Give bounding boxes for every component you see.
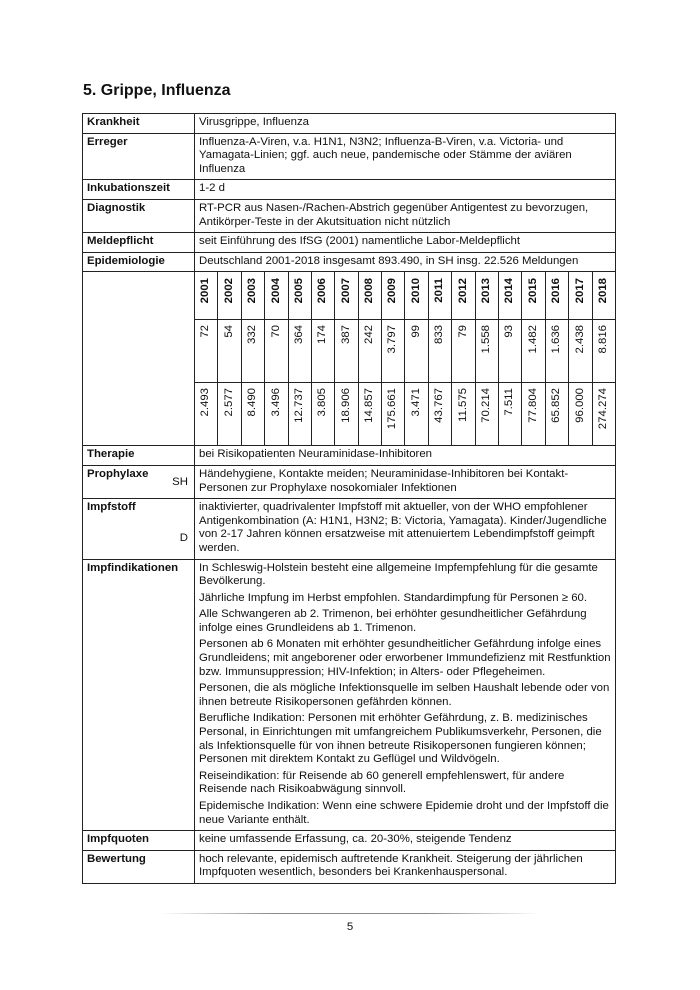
disease-profile-table (82, 113, 616, 884)
value-inkubationszeit: 1-2 d (195, 180, 616, 200)
indication-paragraph: Reiseindikation: für Reisende ab 60 generell empfehlenswert, für andere Reisende nach Risikoabwägung sinnvoll. (199, 769, 565, 796)
d-cell (569, 383, 592, 446)
sh-cell (592, 320, 615, 383)
value-krankheit: Virusgrippe, Influenza (195, 114, 616, 134)
row-impfquoten (83, 831, 616, 851)
d-cell (195, 383, 218, 446)
label-prophylaxe: Prophylaxe (83, 465, 195, 498)
sh-value: 242 (363, 325, 376, 345)
label-epidemiologie: Epidemiologie (83, 252, 195, 272)
footer-divider (160, 913, 540, 914)
year-cell (522, 272, 545, 320)
row-epidemiologie (83, 252, 616, 272)
d-value: 3.805 (316, 388, 329, 417)
yearly-cases-table (195, 272, 615, 445)
d-value: 175.661 (386, 388, 399, 430)
year-label: 2001 (199, 278, 212, 304)
value-impfquoten: keine umfassende Erfassung, ca. 20-30%, steigende Tendenz (195, 831, 616, 851)
year-label: 2004 (269, 278, 282, 304)
sh-value: 387 (339, 325, 352, 345)
year-cell (382, 272, 405, 320)
sh-cell (545, 320, 568, 383)
d-value: 12.737 (292, 388, 305, 424)
sh-cell (358, 320, 381, 383)
sh-cell (452, 320, 475, 383)
sh-value: 1.636 (550, 325, 563, 354)
value-therapie: bei Risikopatienten Neuraminidase-Inhibitoren (195, 446, 616, 466)
year-cell (358, 272, 381, 320)
year-cell (241, 272, 264, 320)
year-label: 2017 (573, 278, 586, 304)
year-cell (288, 272, 311, 320)
year-label: 2016 (550, 278, 563, 304)
year-cell (265, 272, 288, 320)
page-title: 5. Grippe, Influenza (83, 82, 231, 99)
label-bewertung: Bewertung (83, 850, 195, 883)
row-krankheit (83, 114, 616, 134)
d-cell (522, 383, 545, 446)
year-cell (569, 272, 592, 320)
label-meldepflicht: Meldepflicht (83, 233, 195, 253)
d-value: 96.000 (573, 388, 586, 424)
yearly-cases-cell (195, 272, 616, 446)
value-bewertung: hoch relevante, epidemisch auftretende Krankheit. Steigerung der jährlichen Impfquoten wesentlich, besonders bei Krankenhauspersonal. (195, 850, 616, 883)
d-cell (592, 383, 615, 446)
sh-value: 93 (503, 325, 516, 339)
d-value: 3.471 (409, 388, 422, 417)
indication-paragraph: Personen, die als mögliche Infektionsquelle im selben Haushalt lebende oder von ihnen betreute Risikopersonen gefährden können. (199, 682, 610, 708)
d-cell (428, 383, 451, 446)
sh-value: 2.438 (573, 325, 586, 354)
year-cell (195, 272, 218, 320)
d-value: 7.511 (503, 388, 516, 417)
sh-value: 72 (199, 325, 212, 339)
label-impfstoff: Impfstoff (83, 499, 195, 559)
d-cell (382, 383, 405, 446)
d-value: 2.493 (199, 388, 212, 417)
year-label: 2015 (526, 278, 539, 304)
value-epidemiologie: Deutschland 2001-2018 insgesamt 893.490, in SH insg. 22.526 Meldungen (195, 252, 616, 272)
row-impfstoff (83, 499, 616, 559)
row-meldepflicht (83, 233, 616, 253)
sh-cell (382, 320, 405, 383)
label-inkubationszeit: Inkubationszeit (83, 180, 195, 200)
sh-value: 1.482 (526, 325, 539, 354)
row-label-d: D (179, 532, 188, 545)
year-cell (452, 272, 475, 320)
year-label: 2014 (503, 278, 516, 304)
year-cell (405, 272, 428, 320)
year-label: 2012 (456, 278, 469, 304)
indication-paragraph: In Schleswig-Holstein besteht eine allgemeine Impfempfehlung für die gesamte Bevölkerung. (199, 561, 598, 588)
value-diagnostik: RT-PCR aus Nasen-/Rachen-Abstrich gegenüber Antigentest zu bevorzugen, Antikörper-Teste in der Akutsituation nicht nützlich (195, 199, 616, 232)
indication-paragraph: Jährliche Impfung im Herbst empfohlen. Standardimpfung für Personen ≥ 60. (199, 591, 588, 604)
d-value: 77.804 (526, 388, 539, 424)
value-prophylaxe: Händehygiene, Kontakte meiden; Neuraminidase-Inhibitoren bei Kontakt-Personen zur Prophylaxe nosokomialer Infektionen (195, 465, 616, 498)
sh-value: 54 (222, 325, 235, 339)
sh-value: 1.558 (480, 325, 493, 354)
d-value: 70.214 (480, 388, 493, 424)
year-label: 2003 (246, 278, 259, 304)
d-cell (288, 383, 311, 446)
d-cell (499, 383, 522, 446)
value-impfstoff: inaktivierter, quadrivalenter Impfstoff mit aktueller, von der WHO empfohlener Antigenkombination (A: H1N1, H3N2; B: Victoria, Yamagata). Kinder/Jugendliche von 2-17 Jahren können ersatzweise mit attenuiertem Lebendimpfstoff geimpft werden. (195, 499, 616, 559)
sh-cell (569, 320, 592, 383)
d-cell (545, 383, 568, 446)
year-label: 2013 (480, 278, 493, 304)
sh-cases-row (195, 320, 615, 383)
d-cases-row (195, 383, 615, 446)
sh-cell (218, 320, 241, 383)
sh-cell (335, 320, 358, 383)
sh-value: 99 (409, 325, 422, 339)
row-impfindikationen (83, 559, 616, 831)
sh-value: 833 (433, 325, 446, 345)
row-epi-figures (83, 272, 616, 446)
sh-cell (265, 320, 288, 383)
d-cell (358, 383, 381, 446)
year-cell (592, 272, 615, 320)
label-erreger: Erreger (83, 133, 195, 180)
year-cell (499, 272, 522, 320)
label-impfindikationen: Impfindikationen (83, 559, 195, 831)
sh-cell (311, 320, 334, 383)
year-label: 2011 (433, 278, 446, 304)
year-label: 2006 (316, 278, 329, 304)
year-label: 2010 (409, 278, 422, 304)
year-cell (428, 272, 451, 320)
year-label: 2002 (222, 278, 235, 304)
year-cell (335, 272, 358, 320)
sh-value: 8.816 (597, 325, 609, 354)
row-prophylaxe (83, 465, 616, 498)
year-label: 2018 (597, 278, 609, 304)
sh-cell (405, 320, 428, 383)
row-therapie (83, 446, 616, 466)
d-value: 11.575 (456, 388, 469, 423)
sh-value: 174 (316, 325, 329, 345)
d-value: 8.490 (246, 388, 259, 417)
indication-paragraph: Alle Schwangeren ab 2. Trimenon, bei erhöhter gesundheitlicher Gefährdung infolge eines Grundleidens ab 1. Trimenon. (199, 608, 587, 634)
d-value: 2.577 (222, 388, 235, 417)
label-diagnostik: Diagnostik (83, 199, 195, 232)
sh-cell (195, 320, 218, 383)
year-label: 2005 (292, 278, 305, 304)
sh-cell (522, 320, 545, 383)
d-cell (452, 383, 475, 446)
indication-paragraph: Epidemische Indikation: Wenn eine schwere Epidemie droht und der Impfstoff die neue Variante enthält. (199, 800, 609, 826)
sh-value: 79 (456, 325, 469, 339)
d-cell (265, 383, 288, 446)
year-label: 2007 (339, 278, 352, 304)
d-cell (241, 383, 264, 446)
value-impfindikationen (195, 559, 616, 831)
row-diagnostik (83, 199, 616, 232)
d-value: 274.274 (597, 388, 609, 430)
year-label: 2008 (363, 278, 376, 304)
label-therapie: Therapie (83, 446, 195, 466)
row-inkubationszeit (83, 180, 616, 200)
sh-value: 70 (269, 325, 282, 339)
years-row (195, 272, 615, 320)
year-cell (545, 272, 568, 320)
year-cell (475, 272, 498, 320)
d-cell (335, 383, 358, 446)
sh-cell (241, 320, 264, 383)
d-cell (311, 383, 334, 446)
d-cell (475, 383, 498, 446)
d-value: 14.857 (363, 388, 376, 424)
value-meldepflicht: seit Einführung des IfSG (2001) namentliche Labor-Meldepflicht (195, 233, 616, 253)
label-krankheit: Krankheit (83, 114, 195, 134)
d-value: 18.906 (339, 388, 352, 424)
d-cell (218, 383, 241, 446)
row-erreger (83, 133, 616, 180)
page-number: 5 (346, 921, 354, 933)
label-impfquoten: Impfquoten (83, 831, 195, 851)
sh-cell (428, 320, 451, 383)
d-value: 43.767 (433, 388, 446, 424)
row-bewertung (83, 850, 616, 883)
year-cell (218, 272, 241, 320)
year-label: 2009 (386, 278, 399, 304)
indication-paragraph: Personen ab 6 Monaten mit erhöhter gesundheitlicher Gefährdung infolge eines Grundleidens; mit angeborener oder erworbener Immundefizienz mit Restfunktion bzw. Immunsuppression; HIV-Infektion; in Alters- oder Pflegeheimen. (199, 638, 611, 678)
sh-value: 332 (246, 325, 259, 345)
year-cell (311, 272, 334, 320)
d-value: 65.852 (550, 388, 563, 424)
d-cell (405, 383, 428, 446)
indication-paragraph: Berufliche Indikation: Personen mit erhöhter Gefährdung, z. B. medizinisches Personal, in Einrichtungen mit umfangreichem Publikumsverkehr, Personen, die als Infektionsquelle für von ihnen betreute Risikopersonen fungieren können; Personen mit direktem Kontakt zu Geflügel und Wildvögeln. (199, 712, 602, 766)
sh-value: 3.797 (386, 325, 399, 354)
d-value: 3.496 (269, 388, 282, 417)
sh-value: 364 (292, 325, 305, 345)
sh-cell (499, 320, 522, 383)
sh-cell (475, 320, 498, 383)
row-label-sh: SH (172, 476, 188, 489)
value-erreger: Influenza-A-Viren, v.a. H1N1, N3N2; Influenza-B-Viren, v.a. Victoria- und Yamagata-Linien; ggf. auch neue, pandemische oder Stämme der aviären Influenza (195, 133, 616, 180)
sh-cell (288, 320, 311, 383)
